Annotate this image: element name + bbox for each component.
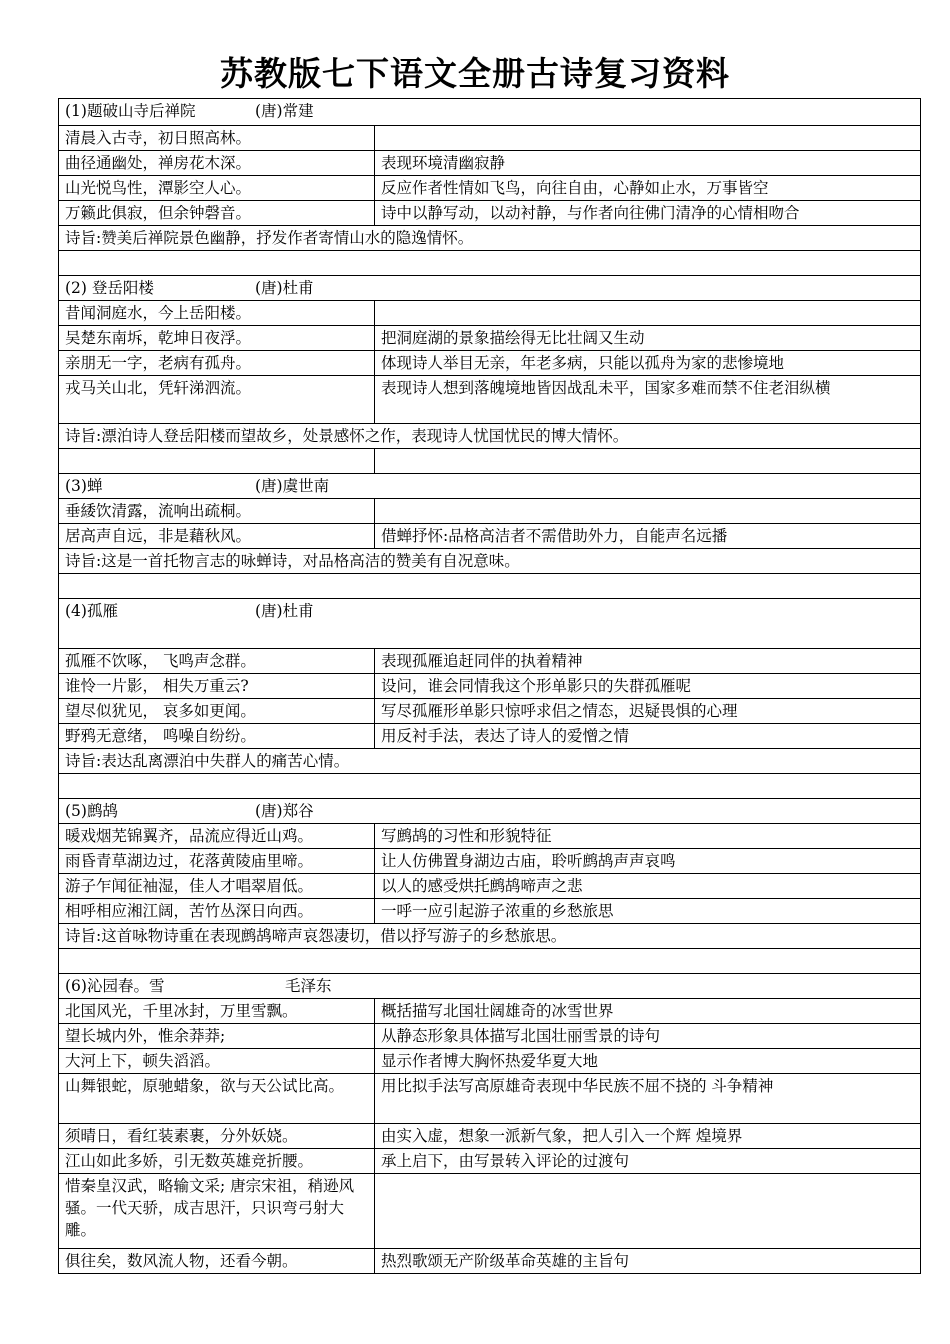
poem-header-row (59, 99, 921, 126)
spacer-row (59, 949, 921, 974)
verse-row (59, 1124, 921, 1149)
spacer-cell (59, 449, 375, 474)
note-cell: 由实入虚，想象一派新气象，把人引入一个辉 煌境界 (375, 1124, 921, 1149)
poem-author: (唐)虞世南 (255, 477, 330, 495)
poem-author: (唐)杜甫 (255, 279, 314, 297)
note-cell: 反应作者性情如飞鸟，向往自由，心静如止水，万事皆空 (375, 176, 921, 201)
poem-author: 毛泽东 (285, 977, 332, 995)
poem-title: (4)孤雁 (65, 602, 118, 620)
verse-row (59, 649, 921, 674)
verse-cell: 垂緌饮清露，流响出疏桐。 (59, 499, 375, 524)
verse-cell: 居高声自远，非是藉秋风。 (59, 524, 375, 549)
verse-cell: 须晴日，看红装素裹，分外妖娆。 (59, 1124, 375, 1149)
poem-author: (唐)郑谷 (255, 802, 314, 820)
poem-header-row (59, 276, 921, 301)
note-cell: 让人仿佛置身湖边古庙，聆听鹧鸪声声哀鸣 (375, 849, 921, 874)
verse-row (59, 824, 921, 849)
spacer-cell (375, 449, 921, 474)
verse-row (59, 874, 921, 899)
note-cell: 承上启下，由写景转入评论的过渡句 (375, 1149, 921, 1174)
note-cell: 热烈歌颂无产阶级革命英雄的主旨句 (375, 1249, 921, 1274)
verse-cell: 戎马关山北，凭轩涕泗流。 (59, 376, 375, 424)
spacer-cell (59, 949, 921, 974)
note-cell: 表现诗人想到落魄境地皆因战乱未平，国家多难而禁不住老泪纵横 (375, 376, 921, 424)
poem-header-row (59, 599, 921, 649)
poem-header (59, 599, 921, 649)
note-cell: 设问，谁会同情我这个形单影只的失群孤雁呢 (375, 674, 921, 699)
note-cell: 把洞庭湖的景象描绘得无比壮阔又生动 (375, 326, 921, 351)
note-cell (375, 126, 921, 151)
note-cell: 写尽孤雁形单影只惊呼求侣之情态，迟疑畏惧的心理 (375, 699, 921, 724)
poem-title: (1)题破山寺后禅院 (65, 102, 196, 120)
spacer-row (59, 574, 921, 599)
note-cell: 借蝉抒怀:品格高洁者不需借助外力，自能声名远播 (375, 524, 921, 549)
verse-row (59, 849, 921, 874)
spacer-cell (59, 574, 921, 599)
verse-row (59, 1024, 921, 1049)
verse-row (59, 326, 921, 351)
summary-row (59, 226, 921, 251)
verse-row (59, 899, 921, 924)
poem-header-row (59, 974, 921, 999)
verse-row (59, 999, 921, 1024)
poem-author: (唐)杜甫 (255, 602, 314, 620)
verse-cell: 清晨入古寺，初日照高林。 (59, 126, 375, 151)
poem-header-row (59, 474, 921, 499)
poem-title: (3)蝉 (65, 477, 103, 495)
verse-row (59, 1149, 921, 1174)
verse-cell: 万籁此俱寂，但余钟磬音。 (59, 201, 375, 226)
verse-cell: 野鸦无意绪， 鸣噪自纷纷。 (59, 724, 375, 749)
poem-summary: 诗旨:漂泊诗人登岳阳楼而望故乡，处景感怀之作，表现诗人忧国忧民的博大情怀。 (59, 424, 921, 449)
verse-row (59, 151, 921, 176)
poem-header (59, 799, 921, 824)
summary-row (59, 924, 921, 949)
poem-summary: 诗旨:表达乱离漂泊中失群人的痛苦心情。 (59, 749, 921, 774)
verse-row (59, 351, 921, 376)
spacer-row (59, 449, 921, 474)
poem-header (59, 474, 921, 499)
poem-summary: 诗旨:这是一首托物言志的咏蝉诗，对品格高洁的赞美有自况意味。 (59, 549, 921, 574)
verse-cell: 大河上下，顿失滔滔。 (59, 1049, 375, 1074)
verse-cell: 北国风光，千里冰封，万里雪飘。 (59, 999, 375, 1024)
poem-summary: 诗旨:这首咏物诗重在表现鹧鸪啼声哀怨凄切，借以抒写游子的乡愁旅思。 (59, 924, 921, 949)
verse-row (59, 376, 921, 424)
poem-review-table (58, 98, 921, 1274)
verse-row (59, 1074, 921, 1124)
verse-cell: 惜秦皇汉武，略输文采; 唐宗宋祖，稍逊风骚。一代天骄，成吉思汗，只识弯弓射大雕。 (59, 1174, 375, 1249)
note-cell: 表现环境清幽寂静 (375, 151, 921, 176)
poem-header (59, 276, 921, 301)
verse-cell: 曲径通幽处，禅房花木深。 (59, 151, 375, 176)
summary-row (59, 424, 921, 449)
verse-cell: 江山如此多娇，引无数英雄竞折腰。 (59, 1149, 375, 1174)
note-cell: 用反衬手法，表达了诗人的爱憎之情 (375, 724, 921, 749)
poem-title: (5)鹧鸪 (65, 802, 118, 820)
verse-cell: 孤雁不饮啄， 飞鸣声念群。 (59, 649, 375, 674)
poem-title: (6)沁园春。雪 (65, 977, 165, 995)
note-cell: 从静态形象具体描写北国壮丽雪景的诗句 (375, 1024, 921, 1049)
verse-row (59, 524, 921, 549)
verse-cell: 亲朋无一字，老病有孤舟。 (59, 351, 375, 376)
verse-row (59, 499, 921, 524)
spacer-cell (59, 774, 921, 799)
poem-header-row (59, 799, 921, 824)
note-cell: 以人的感受烘托鹧鸪啼声之悲 (375, 874, 921, 899)
verse-cell: 暖戏烟芜锦翼齐，品流应得近山鸡。 (59, 824, 375, 849)
verse-cell: 昔闻洞庭水，今上岳阳楼。 (59, 301, 375, 326)
verse-cell: 雨昏青草湖边过，花落黄陵庙里啼。 (59, 849, 375, 874)
note-cell: 用比拟手法写高原雄奇表现中华民族不屈不挠的 斗争精神 (375, 1074, 921, 1124)
poem-header (59, 974, 921, 999)
verse-row (59, 699, 921, 724)
verse-row (59, 1249, 921, 1274)
verse-cell: 山舞银蛇，原驰蜡象，欲与天公试比高。 (59, 1074, 375, 1124)
verse-cell: 望尽似犹见， 哀多如更闻。 (59, 699, 375, 724)
verse-row (59, 301, 921, 326)
verse-cell: 望长城内外，惟余莽莽; (59, 1024, 375, 1049)
verse-row (59, 1049, 921, 1074)
verse-cell: 游子乍闻征袖湿，佳人才唱翠眉低。 (59, 874, 375, 899)
note-cell: 概括描写北国壮阔雄奇的冰雪世界 (375, 999, 921, 1024)
summary-row (59, 749, 921, 774)
verse-row (59, 674, 921, 699)
spacer-row (59, 251, 921, 276)
verse-cell: 谁怜一片影， 相失万重云? (59, 674, 375, 699)
poem-author: (唐)常建 (255, 102, 314, 120)
verse-cell: 俱往矣，数风流人物，还看今朝。 (59, 1249, 375, 1274)
note-cell: 体现诗人举目无亲，年老多病，只能以孤舟为家的悲惨境地 (375, 351, 921, 376)
verse-cell: 吴楚东南坼，乾坤日夜浮。 (59, 326, 375, 351)
note-cell (375, 1174, 921, 1249)
verse-cell: 山光悦鸟性，潭影空人心。 (59, 176, 375, 201)
verse-row (59, 724, 921, 749)
note-cell (375, 499, 921, 524)
poem-summary: 诗旨:赞美后禅院景色幽静，抒发作者寄情山水的隐逸情怀。 (59, 226, 921, 251)
spacer-row (59, 774, 921, 799)
spacer-cell (59, 251, 921, 276)
verse-row (59, 201, 921, 226)
note-cell: 一呼一应引起游子浓重的乡愁旅思 (375, 899, 921, 924)
verse-row (59, 1174, 921, 1249)
verse-row (59, 176, 921, 201)
note-cell: 写鹧鸪的习性和形貌特征 (375, 824, 921, 849)
poem-header (59, 99, 921, 126)
note-cell: 显示作者博大胸怀热爱华夏大地 (375, 1049, 921, 1074)
note-cell: 诗中以静写动，以动衬静，与作者向往佛门清净的心情相吻合 (375, 201, 921, 226)
note-cell (375, 301, 921, 326)
poem-title: (2) 登岳阳楼 (65, 279, 154, 297)
summary-row (59, 549, 921, 574)
note-cell: 表现孤雁追赶同伴的执着精神 (375, 649, 921, 674)
verse-row (59, 126, 921, 151)
page-title: 苏教版七下语文全册古诗复习资料 (220, 54, 730, 93)
verse-cell: 相呼相应湘江阔，苦竹丛深日向西。 (59, 899, 375, 924)
